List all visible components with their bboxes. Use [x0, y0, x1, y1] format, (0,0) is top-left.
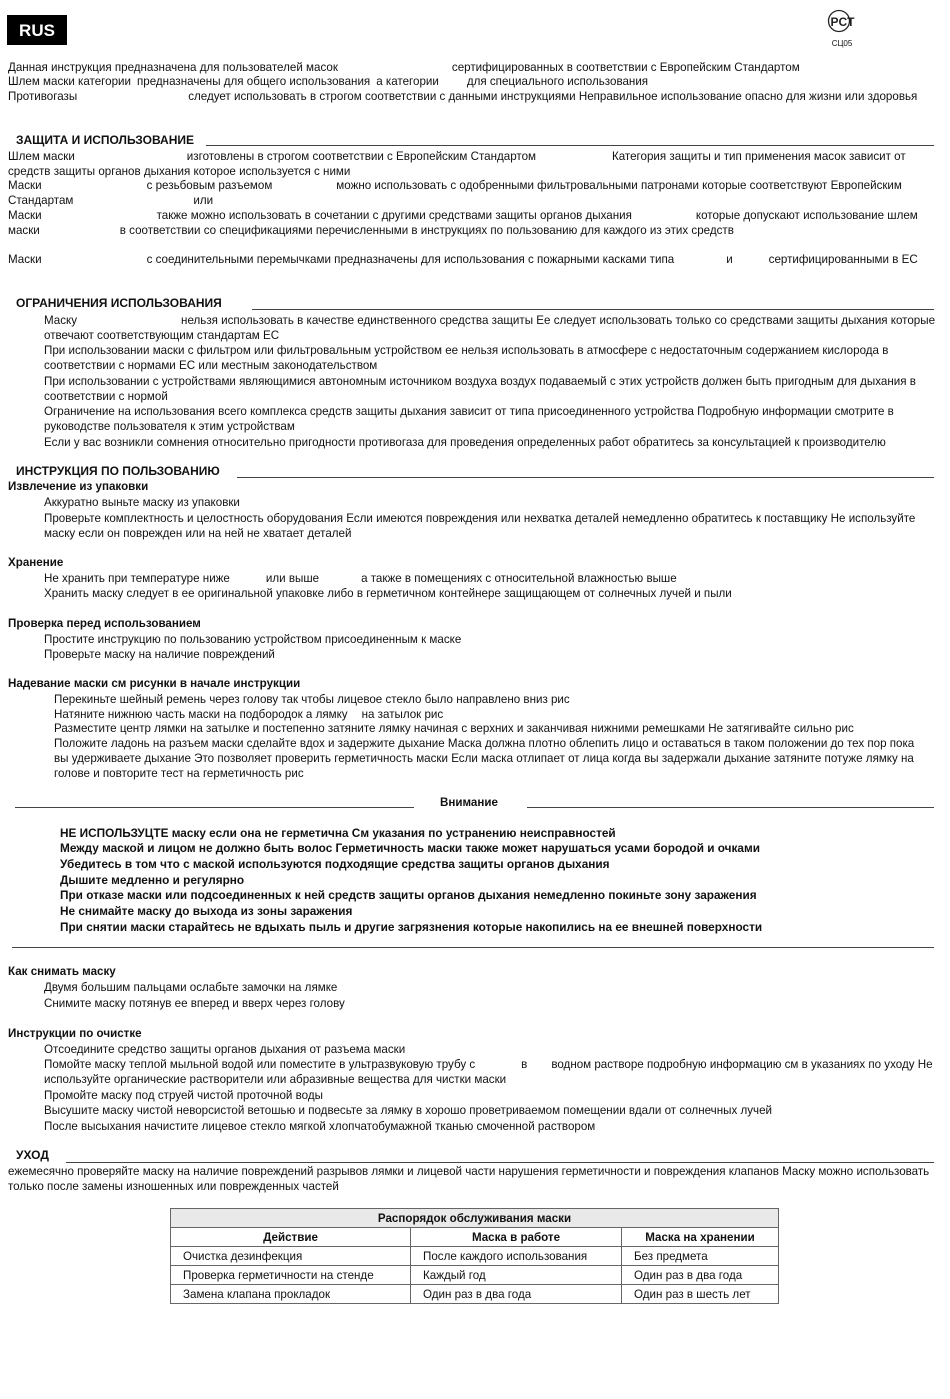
intro-line-2: Шлем маски категории предназначены для общего использования а категории для специального использования — [8, 75, 649, 88]
donning-step-3: Разместите центр лямки на затылке и постепенно затяните лямку начиная с верхних и заканчивая нижними ремешками Не затягивайте сильно рис — [54, 722, 854, 735]
divider — [527, 807, 934, 808]
cleaning-step-2: Помойте маску теплой мыльной водой или поместите в ультразвуковую трубу с в водном растворе подробную информацию см в указаниях по уходу Не используйте органические растворители или абразивные вещества для чистки маски — [44, 1058, 933, 1086]
table-header-row — [171, 1228, 779, 1247]
divider — [206, 145, 934, 146]
intro-line-3: Противогазы следует использовать в строгом соответствии с данными инструкциями Неправильное использование опасно для жизни или здоровья — [8, 90, 918, 103]
cert-mark-letters: PCT — [830, 15, 855, 29]
table-cell: Проверка герметичности на стенде — [171, 1266, 411, 1285]
warning-item: При снятии маски старайтесь не вдыхать пыль и другие загрязнения которые накопились на ее внешней поверхности — [60, 920, 763, 934]
cleaning-step-5: После высыхания начистите лицевое стекло мягкой хлопчатобумажной тканью смоченной раствором — [44, 1120, 596, 1133]
protection-paragraph-1: Шлем маски изготовлены в строгом соответствии с Европейским Стандартом Категория защиты и тип применения масок зависит от средств защиты органов дыхания которое используется с ними — [8, 150, 906, 178]
limits-item-5: Если у вас возникли сомнения относительно пригодности противогаза для проведения определенных работ обратитесь за консультацией к производителю — [44, 436, 886, 449]
storage-item-1: Не хранить при температуре ниже или выше а также в помещениях с относительной влажностью выше — [44, 572, 677, 585]
section-heading-protection: ЗАЩИТА И ИСПОЛЬЗОВАНИЕ — [16, 133, 194, 147]
limits-item-4: Ограничение на использования всего комплекса средств защиты дыхания зависит от типа присоединенного устройства Подробную информации смотрите в руководстве пользователя к этим устройствам — [44, 405, 894, 433]
table-cell: Очистка дезинфекция — [171, 1247, 411, 1266]
section-heading-limits: ОГРАНИЧЕНИЯ ИСПОЛЬЗОВАНИЯ — [16, 296, 222, 310]
language-badge: RUS — [7, 15, 67, 45]
table-caption: Распорядок обслуживания маски — [171, 1209, 779, 1228]
certification-mark-icon — [823, 9, 861, 48]
cleaning-step-3: Промойте маску под струей чистой проточной воды — [44, 1089, 323, 1102]
limits-item-2: При использовании маски с фильтром или фильтровальным устройством ее нельзя использовать в атмосфере с недостаточным содержанием кислорода в соответствии с нормами ЕС или местным законодательством — [44, 344, 889, 372]
divider — [252, 309, 934, 310]
subheading-cleaning: Инструкции по очистке — [8, 1027, 142, 1040]
divider — [237, 477, 934, 478]
protection-paragraph-4: Маски с соединительными перемычками предназначены для использования с пожарными касками типа и сертифицированными в ЕС — [8, 253, 918, 266]
removal-step-1: Двумя большим пальцами ослабьте замочки на лямке — [44, 981, 338, 994]
table-row — [171, 1247, 779, 1266]
precheck-item-1: Простите инструкцию по пользованию устройством присоединенным к маске — [44, 633, 462, 646]
maintenance-schedule-table — [170, 1208, 779, 1304]
protection-paragraph-2: Маски с резьбовым разъемом можно использовать с одобренными фильтровальными патронами которые соответствуют Европейским Стандартам или — [8, 179, 902, 207]
cleaning-step-1: Отсоедините средство защиты органов дыхания от разъема маски — [44, 1043, 406, 1056]
column-header: Маска на хранении — [622, 1228, 779, 1247]
warning-item: Дышите медленно и регулярно — [60, 873, 245, 887]
table-row — [171, 1285, 779, 1304]
removal-step-2: Снимите маску потянув ее вперед и вверх через голову — [44, 997, 345, 1010]
warning-item: Убедитесь в том что с маской используются подходящие средства защиты органов дыхания — [60, 857, 610, 871]
table-cell: Каждый год — [411, 1266, 622, 1285]
care-paragraph: ежемесячно проверяйте маску на наличие повреждений разрывов лямки и лицевой части нарушения герметичности и повреждения клапанов Маску можно использовать только после замены изношенных или поврежденных частей — [8, 1165, 930, 1193]
protection-paragraph-3: Маски также можно использовать в сочетании с другими средствами защиты органов дыхания которые допускают использование шлем маски в соответствии со спецификациями перечисленными в инструкциях по пользованию для каждого из этих средств — [8, 209, 918, 237]
column-header: Маска в работе — [411, 1228, 622, 1247]
warning-item: При отказе маски или подсоединенных к ней средств защиты органов дыхания немедленно покиньте зону заражения — [60, 888, 757, 902]
table-cell: Замена клапана прокладок — [171, 1285, 411, 1304]
limits-item-1: Маску нельзя использовать в качестве единственного средства защиты Ее следует использовать только со средствами защиты дыхания которые отвечают соответствующим стандартам ЕС — [44, 314, 936, 342]
warning-item: НЕ ИСПОЛЬЗУЦТЕ маску если она не герметична См указания по устранению неисправностей — [60, 826, 616, 840]
unpack-step-1: Аккуратно выньте маску из упаковки — [44, 496, 240, 509]
table-row — [171, 1266, 779, 1285]
cert-mark-code: СЦ05 — [831, 39, 853, 48]
section-heading-care: УХОД — [16, 1148, 49, 1162]
subheading-donning: Надевание маски см рисунки в начале инструкции — [8, 677, 301, 690]
subheading-removal: Как снимать маску — [8, 965, 116, 978]
section-heading-instruction: ИНСТРУКЦИЯ ПО ПОЛЬЗОВАНИЮ — [16, 464, 220, 478]
table-cell: После каждого использования — [411, 1247, 622, 1266]
column-header: Действие — [171, 1228, 411, 1247]
intro-line-1: Данная инструкция предназначена для пользователей масок сертифицированных в соответствии с Европейским Стандартом — [8, 61, 800, 74]
warning-item: Не снимайте маску до выхода из зоны заражения — [60, 904, 353, 918]
table-cell: Один раз в два года — [411, 1285, 622, 1304]
storage-item-2: Хранить маску следует в ее оригинальной упаковке либо в герметичном контейнере защищающем от солнечных лучей и пыли — [44, 587, 732, 600]
donning-step-4: Положите ладонь на разъем маски сделайте вдох и задержите дыхание Маска должна плотно облепить лицо и оставаться в таком положении до тех пор пока вы удерживаете дыхание Это позволяет проверить герметичность маски Если маска отлипает от лица когда вы задержали дыхание затяните потуже лямку на голове и повторите тест на герметичность рис — [54, 737, 915, 780]
unpack-step-2: Проверьте комплектность и целостность оборудования Если имеются повреждения или нехватка деталей немедленно обратитесь к поставщику Не используйте маску если он поврежден или на ней не хватает деталей — [44, 512, 916, 540]
warning-item: Между маской и лицом не должно быть волос Герметичность маски также может нарушаться усами бородой и очками — [60, 841, 760, 855]
table-cell: Один раз в шесть лет — [622, 1285, 779, 1304]
donning-step-2: Натяните нижнюю часть маски на подбородок а лямку на затылок рис — [54, 708, 444, 721]
warning-title: Внимание — [440, 796, 498, 809]
donning-step-1: Перекиньте шейный ремень через голову так чтобы лицевое стекло было направлено вниз рис — [54, 693, 570, 706]
cleaning-step-4: Высушите маску чистой неворсистой ветошью и подвесьте за лямку в хорошо проветриваемом помещении вдали от солнечных лучей — [44, 1104, 772, 1117]
divider — [15, 807, 414, 808]
limits-item-3: При использовании с устройствами являющимися автономным источником воздуха воздух подаваемый с этих устройств должен быть пригодным для дыхания в соответствии с нормой — [44, 375, 916, 403]
divider — [66, 1162, 934, 1163]
subheading-unpacking: Извлечение из упаковки — [8, 480, 149, 493]
divider — [12, 947, 934, 948]
subheading-storage: Хранение — [8, 556, 64, 569]
subheading-precheck: Проверка перед использованием — [8, 617, 201, 630]
precheck-item-2: Проверьте маску на наличие повреждений — [44, 648, 275, 661]
table-cell: Один раз в два года — [622, 1266, 779, 1285]
table-cell: Без предмета — [622, 1247, 779, 1266]
